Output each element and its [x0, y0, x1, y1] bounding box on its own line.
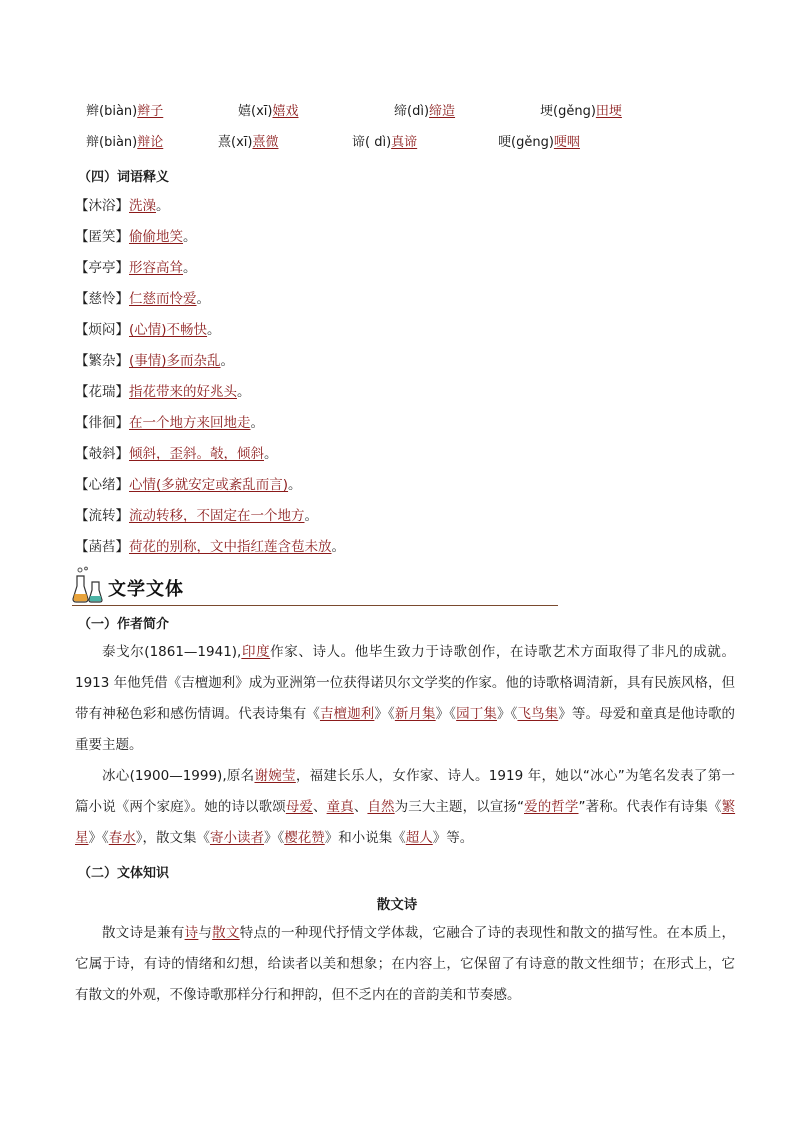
definition-meaning: 心情(多就安定或紊乱而言) [129, 477, 289, 493]
pinyin-item: 辫(biàn)辫子 [86, 104, 164, 119]
text: 》《 [435, 706, 457, 722]
definition-term: 【菡萏】 [75, 539, 129, 555]
definition-meaning: 在一个地方来回地走 [129, 415, 251, 431]
definition-item [75, 476, 302, 494]
definition-term: 【流转】 [75, 508, 129, 524]
definition-end: 。 [196, 291, 210, 307]
definition-term: 【心绪】 [75, 477, 129, 493]
definition-end: 。 [237, 384, 251, 400]
definition-end: 。 [220, 353, 235, 369]
definition-meaning: 形容高耸 [129, 260, 183, 276]
text: ”著称。代表作有诗集《 [578, 799, 722, 815]
answer-text: 母爱 [285, 799, 314, 815]
definition-meaning: 指花带来的好兆头 [129, 384, 237, 400]
text: 作家、诗人。他毕生致力于诗歌创作，在诗歌艺术方面取得了非凡的成就。1913 年他凭借《吉檀迦利》成为亚洲第一位获得诺贝尔文学奖的作家。他的诗歌格调清新，具有民族风格，但带有神秘色彩和感伤情调。代表诗集有《 [75, 644, 735, 722]
definition-item [75, 352, 234, 370]
definition-end: 。 [183, 229, 197, 245]
section-banner [72, 566, 558, 606]
definition-term: 【攲斜】 [75, 446, 129, 462]
answer-text: 繁星 [75, 799, 736, 846]
definition-meaning: (事情)多而杂乱 [129, 353, 221, 369]
bingxin-paragraph [75, 761, 735, 854]
section-title-author: （一）作者简介 [78, 617, 170, 632]
answer-text: 樱花赞 [284, 830, 325, 846]
prose-poem-title: 散文诗 [376, 897, 418, 913]
definition-item [75, 538, 345, 556]
prose-poem-paragraph [75, 918, 735, 1011]
definition-end: 。 [331, 539, 345, 555]
pinyin-item: 谛( dì)真谛 [352, 135, 418, 150]
definition-end: 。 [183, 260, 197, 276]
pinyin-item: 熹(xī)熹微 [218, 135, 279, 150]
pinyin-item: 辩(biàn)辩论 [86, 135, 164, 150]
answer-text: 园丁集 [456, 706, 497, 722]
text: 》等。 [432, 830, 474, 846]
banner-divider [72, 605, 558, 606]
answer-text: 诗 [184, 925, 199, 941]
tagore-paragraph [75, 637, 735, 761]
text: 》，散文集《 [135, 830, 210, 846]
text: 与 [198, 925, 213, 941]
definition-item [75, 445, 278, 463]
definition-term: 【繁杂】 [75, 353, 129, 369]
text: 特点的一种现代抒情文学体裁，它融合了诗的表现性和散文的描写性。在本质上，它属于诗，有诗的情绪和幻想，给读者以美和想象；在内容上，它保留了有诗意的散文性细节；在形式上，它有散文的外观，不像诗歌那样分行和押韵，但不乏内在的音韵美和节奏感。 [75, 925, 736, 1003]
definition-item [75, 321, 221, 339]
definition-meaning: 荷花的别称，文中指红莲含苞未放 [129, 539, 332, 555]
definition-meaning: 倾斜，歪斜。攲，倾斜 [129, 446, 264, 462]
answer-text: 飞鸟集 [517, 706, 559, 722]
definition-item [75, 197, 170, 215]
answer-text: 超人 [405, 830, 433, 846]
text: 》《 [88, 830, 109, 846]
answer-text: 自然 [367, 799, 395, 815]
definition-term: 【烦闷】 [75, 322, 129, 338]
text: 》和小说集《 [324, 830, 406, 846]
text: 》《 [496, 706, 518, 722]
definition-end: 。 [288, 477, 302, 493]
definition-item [75, 290, 210, 308]
definition-end: 。 [250, 415, 264, 431]
definition-item [75, 507, 318, 525]
definition-term: 【亭亭】 [75, 260, 129, 276]
definition-end: 。 [304, 508, 318, 524]
text: 散文诗是兼有 [102, 925, 185, 941]
definition-end: 。 [207, 322, 221, 338]
definition-meaning: (心情)不畅快 [129, 322, 208, 338]
answer-text: 童真 [326, 799, 354, 815]
definition-term: 【匿笑】 [75, 229, 129, 245]
definition-item [75, 383, 251, 401]
definition-end: 。 [156, 198, 170, 214]
answer-text: 爱的哲学 [524, 799, 579, 815]
text: 、 [353, 799, 368, 815]
pinyin-item: 嬉(xī)嬉戏 [238, 104, 299, 119]
text: 泰戈尔(1861—1941), [102, 644, 242, 660]
text: 》《 [264, 830, 285, 846]
answer-text: 印度 [241, 644, 271, 660]
definition-meaning: 洗澡 [129, 198, 156, 214]
text: 》《 [374, 706, 395, 722]
pinyin-item: 缔(dì)缔造 [394, 104, 456, 119]
definition-term: 【花瑞】 [75, 384, 129, 400]
definition-meaning: 仁慈而怜爱 [129, 291, 197, 307]
pinyin-row-1 [0, 103, 794, 121]
answer-text: 寄小读者 [210, 830, 264, 846]
banner-title: 文学文体 [108, 579, 184, 600]
definition-item [75, 228, 197, 246]
answer-text: 新月集 [394, 706, 436, 722]
text: ，福建长乐人，女作家、诗人。1919 年，她以“冰心”为笔名发表了第一篇小说《两个家庭》。她的诗以歌颂 [75, 768, 735, 815]
section-title-vocab: （四）词语释义 [78, 170, 170, 185]
text: 为三大主题，以宣扬“ [394, 799, 525, 815]
answer-text: 春水 [108, 830, 136, 846]
definition-term: 【沐浴】 [75, 198, 129, 214]
definition-item [75, 259, 197, 277]
definition-term: 【徘徊】 [75, 415, 129, 431]
definition-term: 【慈怜】 [75, 291, 129, 307]
pinyin-item: 哽(gěng)哽咽 [498, 135, 580, 150]
definition-meaning: 偷偷地笑 [129, 229, 183, 245]
pinyin-item: 埂(gěng)田埂 [540, 104, 622, 119]
text: 》等。母爱和童真是他诗歌的重要主题。 [75, 706, 736, 753]
answer-text: 散文 [212, 925, 240, 941]
definition-end: 。 [264, 446, 278, 462]
flask-icon [72, 566, 104, 604]
answer-text: 谢婉莹 [254, 768, 296, 784]
text: 冰心(1900—1999),原名 [102, 768, 255, 784]
answer-text: 吉檀迦利 [319, 706, 375, 722]
text: 、 [313, 799, 327, 815]
definition-item [75, 414, 264, 432]
definition-meaning: 流动转移，不固定在一个地方 [129, 508, 305, 524]
pinyin-row-2 [0, 134, 794, 152]
section-title-genre: （二）文体知识 [78, 866, 170, 881]
